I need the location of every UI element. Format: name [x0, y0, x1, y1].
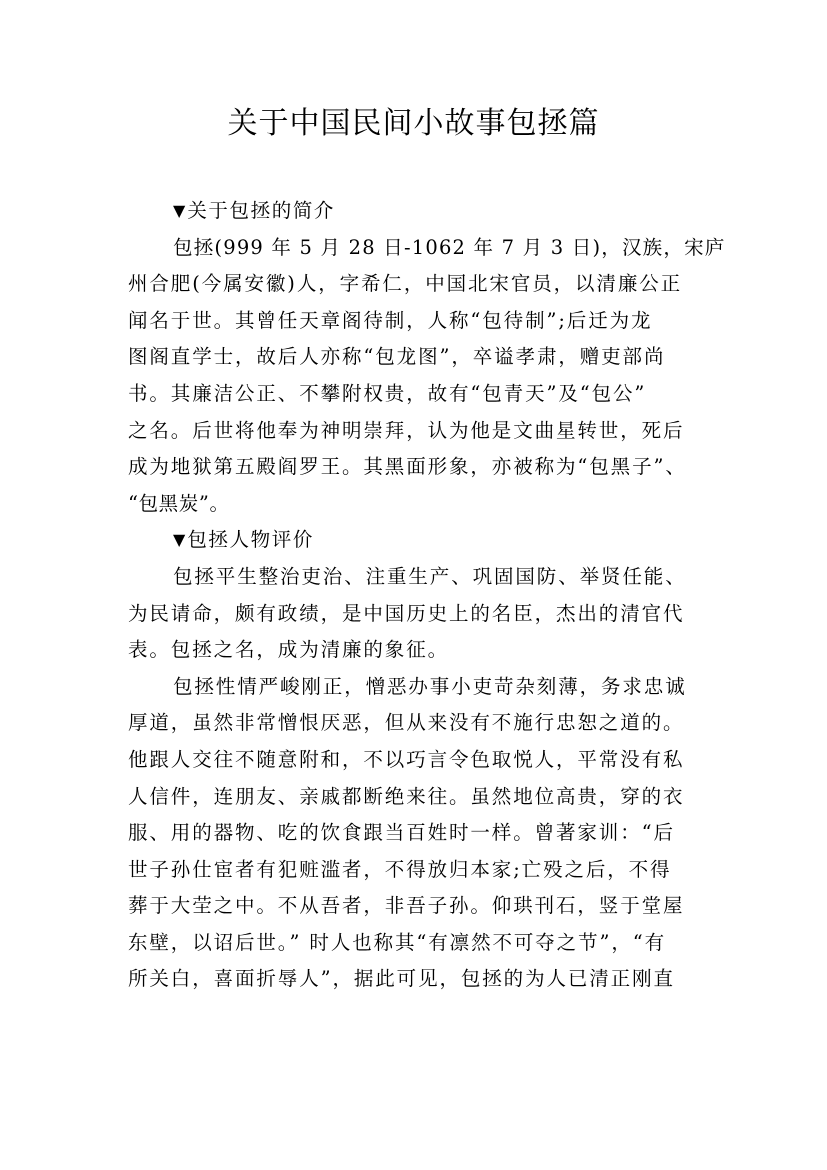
- paragraph-line: 人信件，连朋友、亲戚都断绝来往。虽然地位高贵，穿的衣: [128, 784, 685, 808]
- paragraph-line: 包拯(999 年 5 月 28 日-1062 年 7 月 3 日)，汉族，宋庐: [173, 235, 726, 259]
- triangle-bullet-icon: ▼: [173, 201, 186, 220]
- paragraph-line: 他跟人交往不随意附和，不以巧言令色取悦人，平常没有私: [128, 747, 685, 771]
- paragraph-line: 世子孙仕宦者有犯赃滥者，不得放归本家;亡殁之后，不得: [128, 857, 672, 881]
- paragraph-line: 包拯性情严峻刚正，憎恶办事小吏苛杂刻薄，务求忠诚: [173, 674, 687, 698]
- triangle-bullet-icon: ▼: [173, 530, 186, 550]
- paragraph-line: 之名。后世将他奉为神明崇拜，认为他是文曲星转世，死后: [128, 418, 685, 442]
- paragraph-line: 所关白，喜面折辱人”，据此可见，包拯的为人已清正刚直: [128, 967, 675, 991]
- paragraph-line: 为民请命，颇有政绩，是中国历史上的名臣，杰出的清官代: [128, 601, 685, 625]
- paragraph-line: 表。包拯之名，成为清廉的象征。: [128, 638, 450, 662]
- paragraph-line: 闻名于世。其曾任天章阁待制，人称“包待制”;后迁为龙: [128, 308, 653, 332]
- paragraph-line: 成为地狱第五殿阎罗王。其黑面形象，亦被称为“包黑子”、: [128, 455, 687, 479]
- paragraph-line: 葬于大茔之中。不从吾者，非吾子孙。仰珙刊石，竖于堂屋: [128, 894, 685, 918]
- paragraph-line: 服、用的器物、吃的饮食跟当百姓时一样。曾著家训：“后: [128, 821, 675, 845]
- section-heading: [128, 522, 718, 559]
- paragraph-line: “包黑炭”。: [128, 491, 230, 515]
- section-heading-text: 关于包拯的简介: [187, 199, 336, 222]
- paragraph-line: 包拯平生整治吏治、注重生产、巩固国防、举贤任能、: [173, 564, 687, 588]
- section-heading: [128, 193, 718, 230]
- section-heading-text: 包拯人物评价: [187, 528, 314, 552]
- paragraph-line: 东壁，以诏后世。” 时人也称其“有凛然不可夺之节”，“有: [128, 930, 667, 954]
- document-body: [128, 193, 726, 998]
- paragraph-line: 图阁直学士，故后人亦称“包龙图”，卒谥孝肃，赠吏部尚: [128, 345, 666, 369]
- paragraph-line: 厚道，虽然非常憎恨厌恶，但从来没有不施行忠恕之道的。: [128, 711, 685, 735]
- document-title: 关于中国民间小故事包拯篇: [227, 106, 600, 141]
- paragraph-line: 州合肥(今属安徽)人，字希仁，中国北宋官员，以清廉公正: [128, 272, 683, 296]
- paragraph-line: 书。其廉洁公正、不攀附权贵，故有“包青天”及“包公”: [128, 381, 647, 405]
